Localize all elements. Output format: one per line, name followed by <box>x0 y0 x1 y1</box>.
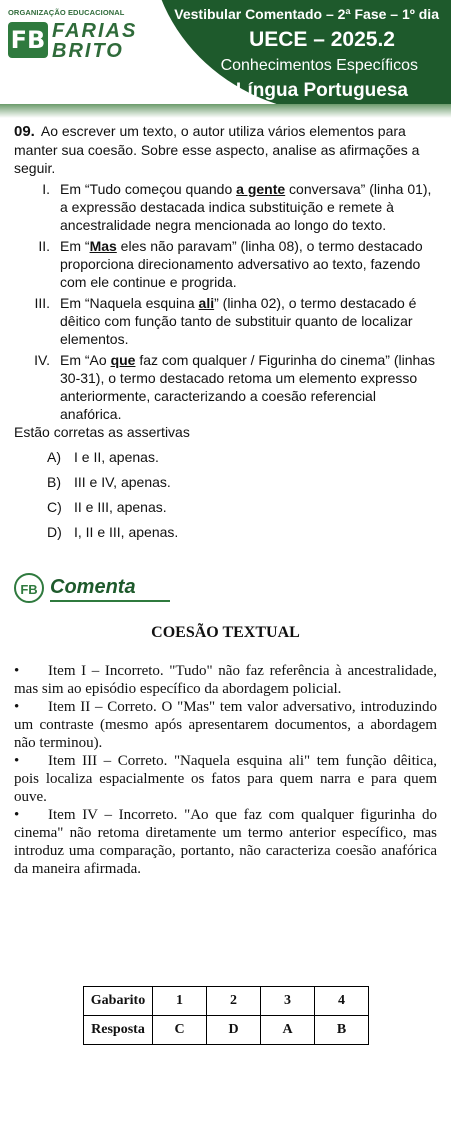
assertion-item <box>14 180 439 234</box>
commentary-text: Item II – Correto. O "Mas" tem valor adversativo, introduzindo um contraste (mesmo após apresentarem documentos, a abordagem não terminou). <box>14 699 437 751</box>
assertion-term: Mas <box>89 238 117 254</box>
bullet-icon: • <box>14 753 20 769</box>
question-number-cell: 2 <box>207 987 261 1016</box>
header-exam-name: UECE – 2025.2 <box>249 28 395 51</box>
commentary-item <box>14 662 437 698</box>
option-b <box>14 473 439 491</box>
option-d <box>14 523 439 541</box>
option-letter: A) <box>47 449 61 465</box>
logo-brand-line1: FARIAS <box>52 20 138 42</box>
assertion-text-after: eles não paravam” (linha 08), o termo destacado proporciona direcionamento adversativo ao texto, fazendo com ele continue e progrida. <box>60 238 423 290</box>
assertion-list <box>14 180 439 423</box>
fb-circle-icon: FB <box>14 573 44 603</box>
assertion-roman: IV. <box>34 352 50 368</box>
option-letter: B) <box>47 474 61 490</box>
question-prompt: Estão corretas as assertivas <box>14 424 190 440</box>
option-text: III e IV, apenas. <box>74 474 171 490</box>
question-number: 09. <box>14 123 35 140</box>
resposta-label: Resposta <box>84 1016 153 1045</box>
bullet-icon: • <box>14 699 20 715</box>
answer-cell: D <box>207 1016 261 1045</box>
assertion-term: que <box>110 352 136 368</box>
assertion-text-before: Em “ <box>60 238 90 254</box>
bullet-icon: • <box>14 807 20 823</box>
assertion-term: ali <box>198 295 215 311</box>
answer-key-table <box>83 986 369 1045</box>
commentary-text: Item I – Incorreto. "Tudo" não faz referência à ancestralidade, mas sim ao episódio específico da abordagem policial. <box>14 663 437 697</box>
assertion-text-after: conversava” (linha 01), a expressão destacada indica substituição e remete à ancestralidade negra mencionada ao longo do texto. <box>60 181 432 233</box>
assertion-item <box>14 294 439 348</box>
gabarito-label: Gabarito <box>84 987 153 1016</box>
commentary-title: COESÃO TEXTUAL <box>151 624 300 641</box>
assertion-roman: I. <box>42 181 50 197</box>
header-exam-title: Vestibular Comentado – 2ª Fase – 1º dia <box>174 6 439 22</box>
commentary-item <box>14 698 437 752</box>
option-text: II e III, apenas. <box>74 499 167 515</box>
logo-org-text: ORGANIZAÇÃO EDUCACIONAL <box>8 8 125 17</box>
assertion-term: a gente <box>236 181 286 197</box>
question-number-cell: 3 <box>261 987 315 1016</box>
question-block <box>14 122 439 541</box>
option-a <box>14 448 439 466</box>
assertion-item <box>14 351 439 423</box>
assertion-text-before: Em “Tudo começou quando <box>60 181 237 197</box>
farias-brito-logo <box>8 8 158 68</box>
logo-brand-line2: BRITO <box>52 40 124 62</box>
assertion-roman: III. <box>34 295 50 311</box>
answer-key-row <box>84 1016 369 1045</box>
header-subject: Língua Portuguesa <box>235 80 408 101</box>
comenta-label: Comenta <box>50 576 136 598</box>
commentary-text: Item III – Correto. "Naquela esquina ali" tem função dêitica, pois localiza espacialmente os fatos para quem narra e para quem ouve. <box>14 753 437 805</box>
assertion-text-before: Em “Ao <box>60 352 111 368</box>
question-stem: Ao escrever um texto, o autor utiliza vários elementos para manter sua coesão. Sobre esse aspecto, analise as afirmações a seguir. <box>14 123 420 176</box>
assertion-roman: II. <box>38 238 50 254</box>
logo-mark-icon: FB <box>8 22 48 58</box>
question-number-cell: 1 <box>153 987 207 1016</box>
commentary-item <box>14 752 437 806</box>
answer-cell: B <box>315 1016 369 1045</box>
commentary-body <box>14 662 437 878</box>
commentary-text: Item IV – Incorreto. "Ao que faz com qualquer figurinha do cinema" não retoma diretamente um termo anterior específico, mas introduz uma comparação, portanto, não caracteriza coesão anafórica da maneira afirmada. <box>14 807 437 877</box>
assertion-text-after: ” (linha 02), o termo destacado é dêitico com função tanto de substituir quanto de localizar elementos. <box>60 295 417 347</box>
bullet-icon: • <box>14 663 20 679</box>
comenta-underline <box>50 600 170 602</box>
option-text: I e II, apenas. <box>74 449 159 465</box>
header-shadow <box>0 104 451 118</box>
answer-key-header-row <box>84 987 369 1016</box>
option-c <box>14 498 439 516</box>
assertion-text-after: faz com qualquer / Figurinha do cinema” (linhas 30-31), o termo destacado retoma um elemento expresso anteriormente, caracterizando a coesão referencial anafórica. <box>60 352 436 422</box>
page-header <box>0 0 451 118</box>
answer-cell: A <box>261 1016 315 1045</box>
header-area: Conhecimentos Específicos <box>220 57 418 74</box>
question-stem-paragraph <box>14 122 439 177</box>
assertion-item <box>14 237 439 291</box>
option-text: I, II e III, apenas. <box>74 524 179 540</box>
option-letter: C) <box>47 499 62 515</box>
commentary-item <box>14 806 437 878</box>
option-letter: D) <box>47 524 62 540</box>
question-number-cell: 4 <box>315 987 369 1016</box>
assertion-text-before: Em “Naquela esquina <box>60 295 199 311</box>
answer-cell: C <box>153 1016 207 1045</box>
